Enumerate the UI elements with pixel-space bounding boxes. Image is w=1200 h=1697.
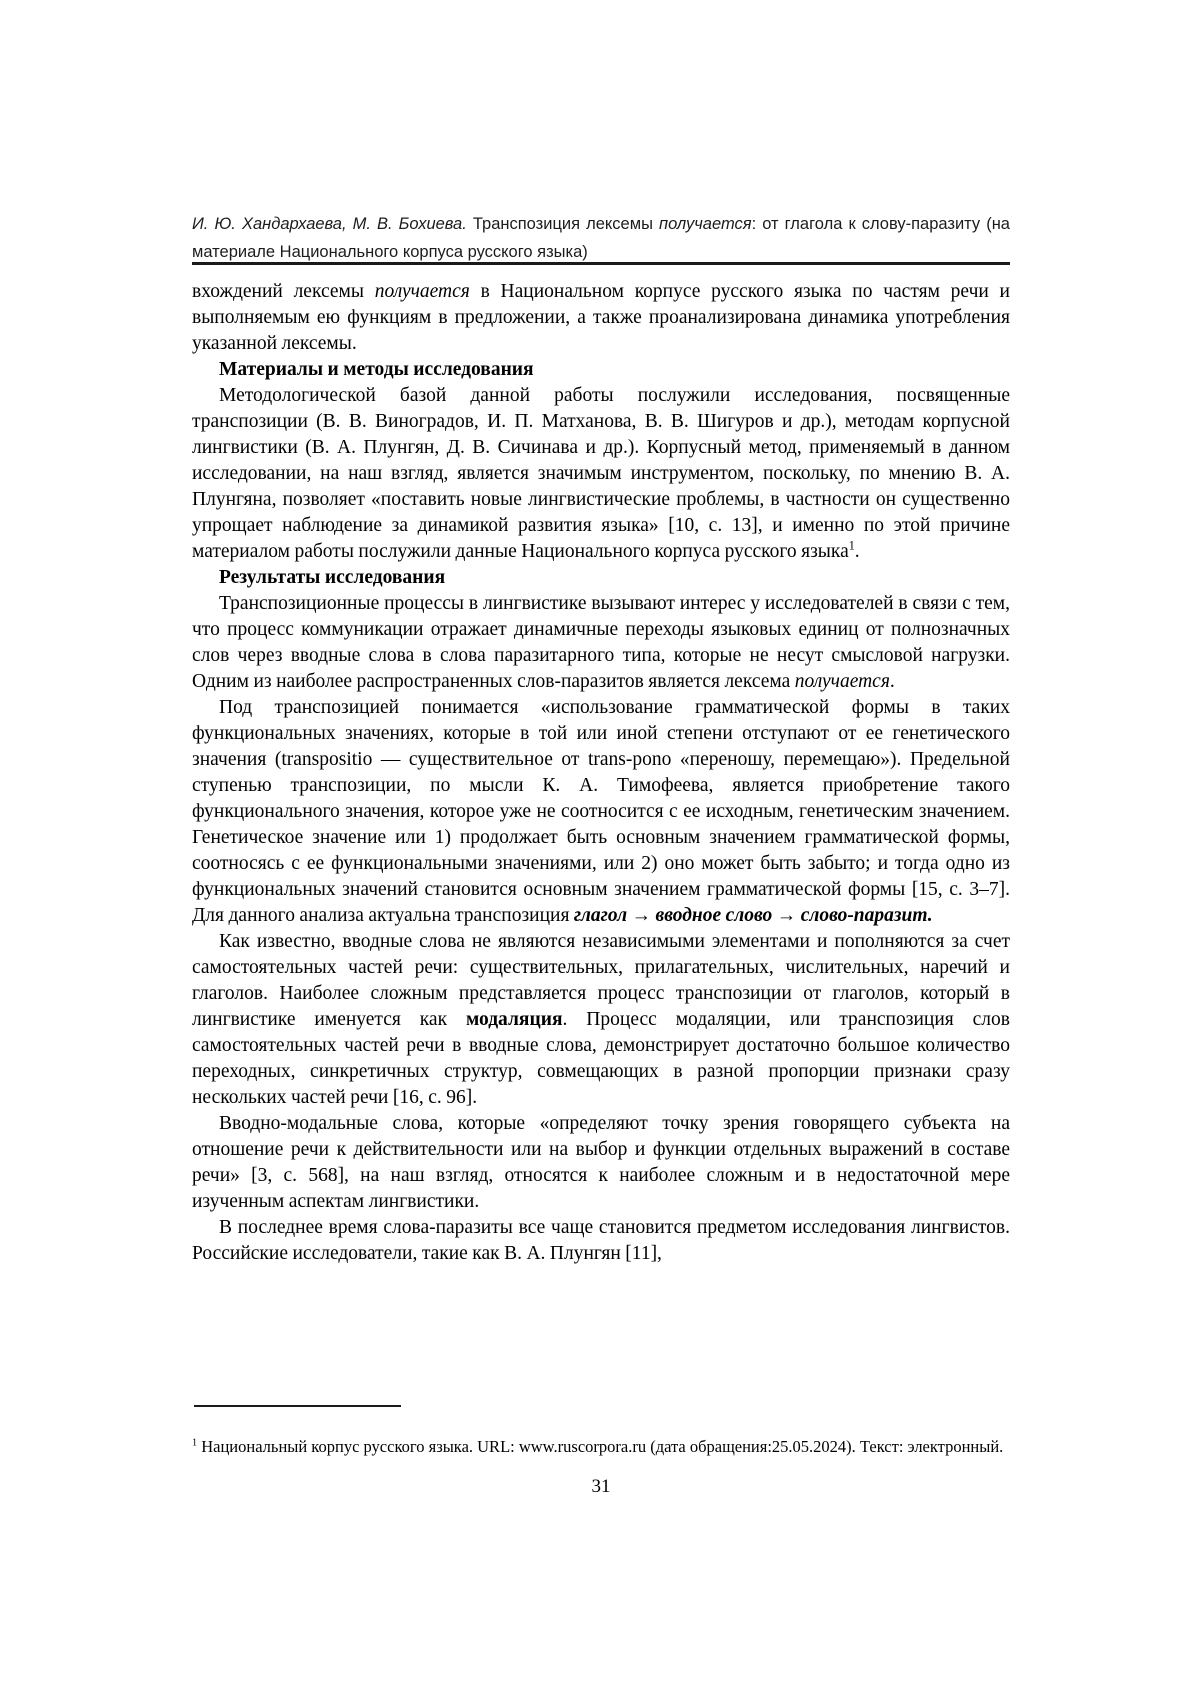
paragraph <box>192 1215 1010 1267</box>
text-run: получается <box>794 671 890 692</box>
text-run: В последнее время слова-паразиты все чаще становится предметом исследования лингвистов. Российские исследователи, такие как В. А. Плунгян [11], <box>192 1217 1010 1264</box>
text-run: 1 <box>848 538 855 553</box>
text-run: : от глагола к слову-паразиту (на материале Национального корпуса русского языка) <box>192 214 1010 261</box>
paragraph <box>192 1111 1010 1215</box>
text-run: вхождений лексемы <box>192 281 375 302</box>
paragraph <box>192 695 1010 929</box>
footnote-text <box>197 1437 1003 1456</box>
text-run: Как известно, вводные слова не являются независимыми элементами и пополняются за счет самостоятельных частей речи: существительных, прилагательных, числительных, наречий и глаголов. Наиболее сложным представляется процесс транспозиции от глаголов, который в лингвистике именуется как <box>192 931 1010 1030</box>
paragraph <box>192 279 1010 357</box>
paragraph <box>192 383 1010 565</box>
text-run: Методологической базой данной работы послужили исследования, посвященные транспозиции (В. В. Виноградов, И. П. Матханова, В. В. Шигуров и др.), методам корпусной лингвистики (В. А. Плунгян, Д. В. Сичинава и др.). Корпусный метод, применяемый в данном исследовании, на наш взгляд, является значимым инструментом, поскольку, по мнению В. А. Плунгяна, позволяет «поставить новые лингвистические проблемы, в частности он существенно упрощает наблюдение за динамикой развития языка» [10, с. 13], и именно по этой причине материалом работы послужили данные Национального корпуса русского языка <box>192 385 1010 562</box>
text-run: Транспозиционные процессы в лингвистике вызывают интерес у исследователей в связи с тем, что процесс коммуникации отражает динамичные переходы языковых единиц от полнозначных слов через вводные слова в слова паразитарного типа, которые не несут смысловой нагрузки. Одним из наиболее распространенных слов-паразитов является лексема <box>192 593 1010 692</box>
text-run: глагол → вводное слово → слово-паразит. <box>573 905 933 926</box>
running-header-text <box>192 210 1010 266</box>
footnote <box>192 1434 1010 1459</box>
text-run: И. Ю. Хандархаева, М. В. Бохиева. <box>192 214 467 233</box>
footnote-rule <box>194 1405 401 1407</box>
text-run: Национальный корпус русского языка. URL: www.ruscorpora.ru (дата обращения:25.05.2024). Текст: электронный. <box>197 1436 1004 1456</box>
text-run: . Процесс модаляции, или транспозиция слов самостоятельных частей речи в вводные слова, демонстрирует достаточно большое количество переходных, синкретичных структур, совмещающих в разной пропорции признаки сразу нескольких частей речи [16, с. 96]. <box>192 1009 1010 1108</box>
text-run: . <box>889 671 895 692</box>
text-run: Под транспозицией понимается «использование грамматической формы в таких функциональных значениях, которые в той или иной степени отступают от ее генетического значения (transpositio — существительное от trans-pono «переношу, перемещаю»). Предельной ступенью транспозиции, по мысли К. А. Тимофеева, является приобретение такого функционального значения, которое уже не соотносится с ее исходным, генетическим значением. Генетическое значение или 1) продолжает быть основным значением грамматической формы, соотносясь с ее функциональными значениями, или 2) оно может быть забыто; и тогда одно из функциональных значений становится основным значением грамматической формы [15, с. 3–7]. Для данного анализа актуальна транспозиция <box>192 697 1010 926</box>
text-run: модаляция <box>465 1009 563 1030</box>
footnote-marker: 1 <box>192 1437 198 1448</box>
section-heading <box>192 565 1010 591</box>
text-run: Материалы и методы исследования <box>219 359 534 380</box>
paragraph <box>192 591 1010 695</box>
text-run: Транспозиция лексемы <box>466 214 659 233</box>
text-run: получается <box>658 214 752 233</box>
text-run: . <box>854 541 860 562</box>
text-run: получается <box>374 281 470 302</box>
text-run: Вводно-модальные слова, которые «определяют точку зрения говорящего субъекта на отношение речи к действительности или на выбор и функции отдельных выражений в составе речи» [3, с. 568], на наш взгляд, относятся к наиболее сложным и в недостаточной мере изученным аспектам лингвистики. <box>192 1113 1010 1212</box>
article-body <box>192 279 1010 1267</box>
text-run: Результаты исследования <box>219 567 446 588</box>
header-rule <box>192 262 1010 265</box>
section-heading <box>192 357 1010 383</box>
paragraph <box>192 929 1010 1111</box>
text-run: в Национальном корпусе русского языка по частям речи и выполняемым ею функциям в предложении, а также проанализирована динамика употребления указанной лексемы. <box>192 281 1010 354</box>
page-number: 31 <box>591 1476 611 1497</box>
